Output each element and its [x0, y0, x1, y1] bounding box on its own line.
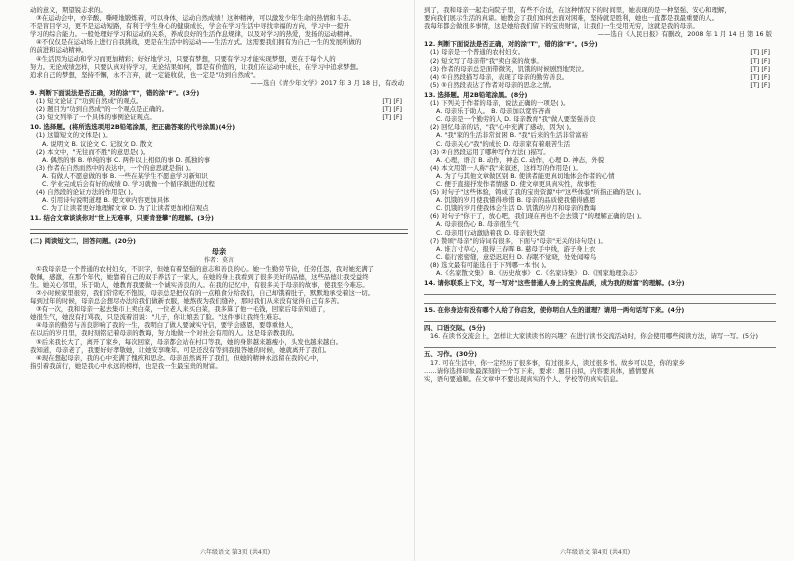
- page-3: [30, 6, 408, 546]
- text-line: 努力。无论成绩怎样，只要认真对待学习，无论结果如何，都是有价值的，让我们在运动中成长，在学习中追求梦想。: [30, 62, 363, 71]
- text-line: ④母亲的勤劳与善良影响了我的一生，我明白了做人要诚实守信，要学会感恩，要尊重他人，: [36, 321, 298, 330]
- page-fold-divider: [414, 0, 415, 561]
- tf-choice[interactable]: [T] [F]: [382, 105, 402, 114]
- passage2-body: [30, 265, 408, 370]
- text-line: 不是盲目学习，更不是运动短路，有利于学生身心的健康成长，学会在学习生活中寻找幸福的方向，学习中一提升: [30, 22, 350, 31]
- passage-author: 作者：莫言: [203, 256, 234, 264]
- question-17-line: 实，语句要通顺。在文章中不要出现真实的个人、学校等的真实信息。: [424, 374, 623, 383]
- answer-options[interactable]: A. 心理，语言 B. 动作，神态 C. 动作，心理 D. 神态，外貌: [436, 155, 605, 164]
- answer-options[interactable]: C. 便于直接抒发作者情感 D. 使文章更具真实性，故事性: [436, 179, 597, 188]
- answer-line[interactable]: [424, 297, 776, 304]
- question-17-line: ……请你选择印象最深刻的一个写下来，要求：题目自拟，内容要具体，感情要真: [424, 366, 655, 375]
- answer-line[interactable]: [424, 315, 776, 322]
- text-line: ③有一次，我和母亲一起去集市上卖白菜，一位老人来买白菜，我多算了他一毛钱，回家后母亲知道了，: [36, 305, 330, 314]
- question-12-stem: 12. 判断下面说法是否正确，对的涂"T"，错的涂"F"。(5分): [424, 40, 598, 49]
- answer-options[interactable]: A.《名家散文集》 B.《历史故事》 C.《名家诗集》 D.《国家地理杂志》: [436, 269, 641, 277]
- question-9-stem: 9. 判断下面说法是否正确，对的涂"T"，错的涂"F"。(3分): [30, 88, 200, 97]
- question-13-line: (4) 本文用第一人称"我"来叙述，这样写的作用是( )。: [430, 163, 582, 172]
- text-line: 敬佩，感激，在那个年代，她靠着自己的双手养活了一家人，在她的身上我看到了很多美好的品德，这些品德让我受益终: [30, 272, 369, 281]
- answer-options[interactable]: A. 母亲很伤心 B. 母亲很生气: [436, 220, 519, 229]
- question-9-item: [30, 97, 408, 105]
- answer-options[interactable]: C. 母亲用行动激励着我 D. 母亲很失望: [436, 228, 546, 237]
- item-text: (1) 母亲是一个普通的农村妇女。: [430, 48, 525, 57]
- question-13-line: (5) 对句子"这些体验，铸成了我的宝贵资源"中"这些体验"所指正确的是( )。: [430, 188, 646, 197]
- tf-choice[interactable]: [T] [F]: [750, 56, 770, 65]
- text-line: 到了，我和母亲一起走向院子里，有些不合适，在这种情况下的时间里，她表现的是一种坚强、安心和理解，: [424, 6, 731, 14]
- text-line: 的前进和运动精神。: [30, 46, 88, 55]
- text-line: ⑤后来我长大了，离开了家乡，每次回家，母亲都会站在村口等我，她的身影越来越瘦小，头发也越来越白。: [36, 337, 343, 346]
- question-10-line: (1) 这篇短文的文体是( )。: [36, 131, 112, 140]
- section-divider: [30, 233, 408, 234]
- item-text: (1) 短文论证了"功到自然成"的观点。: [36, 97, 143, 106]
- answer-line[interactable]: [424, 288, 776, 295]
- item-text: (2) 短文写了母亲带"我"卖白菜的故事。: [430, 56, 543, 65]
- text-line: 追求自己的梦想，坚持不懈，永不言弃，就一定能收获，也一定是"功到自然成"。: [30, 70, 260, 79]
- question-13-line: (6) 对句子"你干了，放心吧，我们现在再也不会去饿了"的理解正确的是( )。: [430, 212, 646, 221]
- question-17-line: 17. 可在生活中，你一定经历了很多事，有过很多人，读过很多书。故乡可以是，你的家乡: [430, 358, 686, 367]
- tf-choice[interactable]: [T] [F]: [750, 48, 770, 57]
- part-5-heading: 五、习作。(30分): [424, 350, 478, 359]
- question-10-line: (4) 自然段的论证方法的作用是( )。: [36, 188, 138, 197]
- text-line: 要向我们展示生活的真谛。她教会了我们如何去面对困难，坚持就是胜利，她也一直都是我最重要的人。: [424, 14, 718, 23]
- question-13-stem: 13. 选择题。用2B铅笔涂黑。(8分): [424, 90, 528, 99]
- text-line: 生。她关心邻里，乐于助人，她教育我要做一个诚实善良的人。在我的记忆中，有很多关于母亲的故事，使我至今难忘。: [30, 280, 369, 289]
- question-10-line: (2) 本文中，"无往而不胜"的意思是( )。: [36, 147, 150, 156]
- question-13-line: (2) 回忆母亲的话，"我"心中充满了感动，因为( )。: [430, 123, 576, 132]
- item-text: (3) 短文列举了一个具体的事例论证观点。: [36, 113, 156, 122]
- tf-choice[interactable]: [T] [F]: [750, 80, 770, 89]
- passage-title: 母亲: [211, 246, 227, 256]
- tf-choice[interactable]: [T] [F]: [750, 72, 770, 81]
- question-16: 16. 在读书交流会上，怎样让大家读读书的兴趣？在进行读书交流活动时，你会使用哪些阅读方法，请写一写。(5分): [430, 332, 758, 341]
- text-line: ①我母亲是一个普通的农村妇女，不识字，但她有着坚强的意志和善良的心。她一生勤劳节俭，任劳任怨，我对她充满了: [36, 264, 375, 273]
- question-11: 11. 结合文章谈谈你对"世上无难事，只要肯登攀"的理解。(3分): [30, 214, 214, 223]
- question-10-line: (3) 作者在自然而然中的表达中，一个的意思就是指( )。: [36, 163, 195, 172]
- question-15: 15. 在你身边有没有哪个人给了你启发，使你明白人生的道理？请用一两句话写下来。(4分): [424, 306, 685, 315]
- text-line: 每到过年的时候，母亲总会想尽办法给我们做新衣服，她熬夜为我们缝补，那时我们从来没有觉得自己有多苦。: [30, 297, 344, 306]
- text-line: 学习的综合能力。一般处理好学习和运动的关系，养成良好的生活作息规律，以及对学习的热爱，发扬的运动精神。: [30, 30, 356, 39]
- item-text: (5) ⑤自然段表达了作者对母亲的思念之情。: [430, 80, 556, 89]
- text-line: 我每年都会做很多事情，这是她给我们留下的宝贵财富，让我们一生受用无穷，这就是我的母亲。: [424, 22, 699, 31]
- question-12-item: [424, 65, 776, 73]
- answer-options[interactable]: A. 为了与其他文章做区别 B. 使读者能更真切地体会作者的心情: [436, 171, 615, 180]
- text-line: ④不仅仅是在运动场上进行自我挑战，更是在生活中的运动——生活方式。这需要我们拥有为自己一生的发展所做的: [36, 38, 362, 47]
- passage1-end: [30, 6, 408, 87]
- answer-options[interactable]: A. 谁言寸草心，报得三春晖 B. 慈母手中线，游子身上衣: [436, 244, 596, 253]
- tf-choice[interactable]: [T] [F]: [382, 113, 402, 122]
- item-text: (4) ①自然段描写母亲，表现了母亲的勤劳善良。: [430, 72, 569, 81]
- answer-options[interactable]: A. 饥饿的岁月使我懂得珍惜 B. 母亲的品质使我懂得感恩: [436, 196, 596, 205]
- answer-line[interactable]: [424, 341, 776, 348]
- answer-options[interactable]: C. 为了让读者更好地理解文章 D. 为了让读者更加相信观点: [42, 204, 209, 213]
- question-14: 14. 请你联系上下文，写一写对"这些普通人身上的宝贵品质，成为我的财富"的理解。(3分): [424, 279, 685, 288]
- tf-choice[interactable]: [T] [F]: [750, 64, 770, 73]
- question-12-item: [424, 81, 776, 89]
- page-3-footer: 六年级语文 第3页 (共4页): [200, 548, 271, 556]
- answer-line[interactable]: [30, 223, 408, 230]
- text-line: 指引着我前行，她是我心中永远的榜样，也是我一生最宝贵的财富。: [30, 361, 222, 370]
- answer-options[interactable]: A. "我"家的生活非常贫困 B. "我"后来的生活非常富裕: [436, 131, 588, 140]
- text-line: ③在运动会中，亦辛酸、嘶哑地锻炼着，可以身体，运动自然成绩！这种精神，可以激发少年生命的热情和斗志。: [36, 14, 355, 23]
- question-12-item: [424, 73, 776, 81]
- part-2-heading: (二) 阅读短文二，回答问题。(20分): [30, 237, 136, 246]
- answer-options[interactable]: C. 母亲关心"我"的成长 D. 母亲家有着艰苦生活: [436, 139, 571, 148]
- answer-options[interactable]: A. 有做人不愿意做的事 B. 一些在某学生不愿意学习新知识: [42, 171, 208, 180]
- page-4: [424, 6, 776, 546]
- question-9-item: [30, 113, 408, 121]
- page-4-footer: 六年级语文 第4页 (共4页): [560, 548, 631, 556]
- question-13-line: (3) ②自然段运用了哪种写作方法( )描写。: [430, 147, 550, 156]
- item-text: (3) 作者的母亲总是面带微笑，饥饿的时候剧烈地哭泣。: [430, 64, 589, 73]
- text-line: ④生活因为运动和学习而更加精彩；好好地学习，只要有梦想，只要有学习才能实现梦想，更在于每个人的: [36, 54, 336, 63]
- answer-options[interactable]: A. 母亲乐于助人。 B. 母亲加以宽容吝啬: [436, 107, 551, 116]
- tf-choice[interactable]: [T] [F]: [382, 97, 402, 106]
- text-line: ②小时候家里很穷，我们常常吃不饱饭，母亲总是把仅有的一点粮食分给我们，自己却饿着肚子，默默地承受着这一切。: [36, 289, 375, 297]
- answer-options[interactable]: C. 饥饿的岁月使我体会生活 D. 饥饿的岁月和母亲的教诲: [436, 204, 597, 213]
- answer-options[interactable]: A. 说明文 B. 议论文 C. 记叙文 D. 散文: [42, 139, 153, 148]
- question-13-line: (8) 选文最有可能选自于下列哪一本书( )。: [430, 260, 551, 269]
- question-12-item: [424, 48, 776, 56]
- question-10-stem: 10. 选择题。(将所选选项用2B铅笔涂黑，把正确答案的代号涂黑)(4分): [30, 123, 236, 132]
- text-line: 动的意义，期望锐志求的。: [30, 6, 107, 14]
- answer-options[interactable]: C. 学业完成后会有好的成绩 D. 学习就像一个循序渐进的过程: [42, 179, 215, 188]
- text-line: 在以后的岁月里，我时刻铭记着母亲的教诲，努力地做一个对社会有用的人。这是母亲教我的。: [30, 329, 299, 338]
- item-text: (2) 题目为"功到自然成"的一个观点是正确的。: [36, 105, 168, 114]
- question-12-item: [424, 57, 776, 65]
- source-line: ——选自《人民日报》有删改，2008 年 1 月 14 日 第 16 版: [597, 30, 772, 39]
- text-line: ⑥现在想起母亲，我的心中充满了愧疚和思念。母亲虽然离开了我们，但她的精神永远留在我的心中，: [36, 353, 323, 362]
- answer-options[interactable]: A. 引用诗句说明道理 B. 使文章内容更加具体: [42, 196, 170, 205]
- question-9-item: [30, 105, 408, 113]
- answer-options[interactable]: A. 偶然的事 B. 单纯的事 C. 两件以上相似的事 D. 孤独的事: [42, 155, 211, 164]
- text-line: 她很生气，她没有打骂我，只是流着泪说："儿子，你让娘丢了脸。"这件事让我终生难忘。: [30, 313, 286, 322]
- answer-options[interactable]: C. 母亲是一个勤劳的人 D. 母亲教育"我"做人要坚强善良: [436, 115, 596, 124]
- part-4-heading: 四、口语交际。(5分): [424, 324, 486, 333]
- question-13-line: (1) 下列关于作者的母亲，说法正确的一项是( )。: [430, 99, 570, 108]
- text-line: 我知道，母亲老了，我要好好孝敬她，让她安享晚年。可是还没有等到我报答她的时候，她就离开了我们。: [30, 345, 331, 354]
- source-line: ——选自《青少年文学》2017 年 3 月 18 日，有改动: [250, 78, 404, 87]
- answer-options[interactable]: C. 临行密密缝，意恐迟迟归 D. 春眠不觉晓，处处闻啼鸟: [436, 252, 597, 261]
- question-13-line: (7) 赞颂"母亲"的诗词有很多，下面与"母亲"无关的诗句是( )。: [430, 236, 607, 245]
